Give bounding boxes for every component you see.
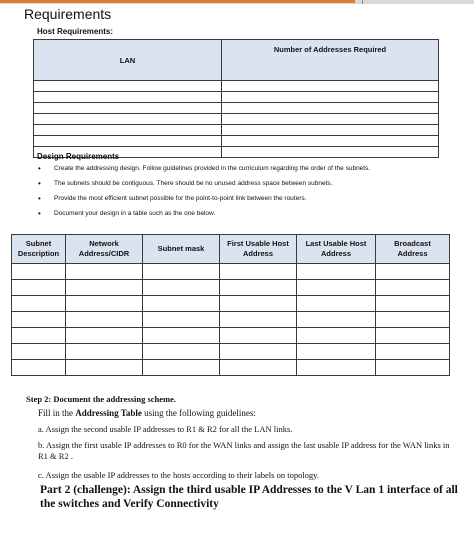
table-cell[interactable] xyxy=(143,344,220,360)
table-row xyxy=(12,328,450,344)
table-cell[interactable] xyxy=(297,344,376,360)
table-cell[interactable] xyxy=(66,328,143,344)
step2-instructions: Fill in the Addressing Table using the following guidelines: xyxy=(38,408,256,418)
network-address-header: Network Address/CIDR xyxy=(66,235,143,264)
part2-heading: Part 2 (challenge): Assign the third usable IP Addresses to the V Lan 1 interface of all the switches and Verify Connectivity xyxy=(40,484,458,510)
table-cell[interactable] xyxy=(34,136,222,147)
table-cell[interactable] xyxy=(297,328,376,344)
table-row xyxy=(12,360,450,376)
design-requirements-label: Design Requirements xyxy=(37,152,120,161)
table-cell[interactable] xyxy=(297,264,376,280)
table-cell[interactable] xyxy=(297,312,376,328)
table-cell[interactable] xyxy=(220,344,297,360)
list-item: • Document your design in a table such as the one below. xyxy=(30,210,425,218)
table-cell[interactable] xyxy=(143,280,220,296)
table-cell[interactable] xyxy=(143,296,220,312)
table-cell[interactable] xyxy=(34,81,222,92)
table-row xyxy=(34,81,439,92)
table-row xyxy=(12,312,450,328)
table-cell[interactable] xyxy=(220,360,297,376)
table-row xyxy=(34,114,439,125)
step2-title: Step 2: Document the addressing scheme. xyxy=(26,394,177,404)
table-cell[interactable] xyxy=(66,312,143,328)
list-item: • Create the addressing design. Follow guidelines provided in the curriculum regarding the order of the subnets. xyxy=(30,165,425,173)
table-cell[interactable] xyxy=(66,344,143,360)
table-cell[interactable] xyxy=(12,296,66,312)
table-row xyxy=(34,92,439,103)
page-title: Requirements xyxy=(24,6,112,22)
table-cell[interactable] xyxy=(220,280,297,296)
table-cell[interactable] xyxy=(376,264,450,280)
table-cell[interactable] xyxy=(143,264,220,280)
first-usable-host-header: First Usable Host Address xyxy=(220,235,297,264)
broadcast-address-header: Broadcast Address xyxy=(376,235,450,264)
addressing-design-table xyxy=(11,234,450,376)
step2-item-b: b. Assign the first usable IP addresses to R0 for the WAN links and assign the last usable IP address for the WAN links in R1 & R2 . xyxy=(38,440,450,461)
table-cell[interactable] xyxy=(222,114,439,125)
table-row xyxy=(34,136,439,147)
table-cell[interactable] xyxy=(222,125,439,136)
table-cell[interactable] xyxy=(297,280,376,296)
table-cell[interactable] xyxy=(66,296,143,312)
table-cell[interactable] xyxy=(376,296,450,312)
table-cell[interactable] xyxy=(12,328,66,344)
table-cell[interactable] xyxy=(220,264,297,280)
table-cell[interactable] xyxy=(143,328,220,344)
table-cell[interactable] xyxy=(376,312,450,328)
table-cell[interactable] xyxy=(222,92,439,103)
table-row xyxy=(34,125,439,136)
table-cell[interactable] xyxy=(376,344,450,360)
table-cell[interactable] xyxy=(66,360,143,376)
list-item: • The subnets should be contiguous. There should be no unused address space between subnets. xyxy=(30,180,425,188)
step2-item-a: a. Assign the second usable IP addresses to R1 & R2 for all the LAN links. xyxy=(38,424,293,434)
table-cell[interactable] xyxy=(143,360,220,376)
table-cell[interactable] xyxy=(222,103,439,114)
subnet-description-header: Subnet Description xyxy=(12,235,66,264)
table-cell[interactable] xyxy=(376,360,450,376)
table-cell[interactable] xyxy=(222,81,439,92)
table-cell[interactable] xyxy=(12,280,66,296)
table-cell[interactable] xyxy=(12,360,66,376)
table-cell[interactable] xyxy=(34,114,222,125)
lan-column-header: LAN xyxy=(34,40,222,81)
addresses-column-header: Number of Addresses Required xyxy=(222,40,439,81)
table-cell[interactable] xyxy=(34,103,222,114)
top-accent-bar xyxy=(0,0,355,3)
table-cell[interactable] xyxy=(220,312,297,328)
subnet-mask-header: Subnet mask xyxy=(143,235,220,264)
table-cell[interactable] xyxy=(143,312,220,328)
table-cell[interactable] xyxy=(220,328,297,344)
table-cell[interactable] xyxy=(12,344,66,360)
design-requirements-list xyxy=(30,165,425,225)
host-requirements-table xyxy=(33,39,439,158)
table-row xyxy=(12,280,450,296)
table-cell[interactable] xyxy=(220,296,297,312)
host-requirements-label: Host Requirements: xyxy=(37,27,114,36)
step2-item-c: c. Assign the usable IP addresses to the hosts according to their labels on topology. xyxy=(38,470,320,480)
table-cell[interactable] xyxy=(222,147,439,158)
table-row xyxy=(12,344,450,360)
top-divider xyxy=(362,0,363,4)
table-cell[interactable] xyxy=(297,360,376,376)
table-cell[interactable] xyxy=(12,264,66,280)
table-cell[interactable] xyxy=(66,280,143,296)
list-item: • Provide the most efficient subnet possible for the point-to-point link between the routers. xyxy=(30,195,425,203)
table-row xyxy=(12,264,450,280)
table-cell[interactable] xyxy=(34,125,222,136)
table-cell[interactable] xyxy=(66,264,143,280)
table-row xyxy=(12,296,450,312)
table-cell[interactable] xyxy=(222,136,439,147)
table-cell[interactable] xyxy=(34,92,222,103)
table-cell[interactable] xyxy=(297,296,376,312)
table-row xyxy=(34,103,439,114)
table-cell[interactable] xyxy=(376,280,450,296)
top-border xyxy=(0,0,474,4)
table-cell[interactable] xyxy=(376,328,450,344)
table-cell[interactable] xyxy=(12,312,66,328)
last-usable-host-header: Last Usable Host Address xyxy=(297,235,376,264)
